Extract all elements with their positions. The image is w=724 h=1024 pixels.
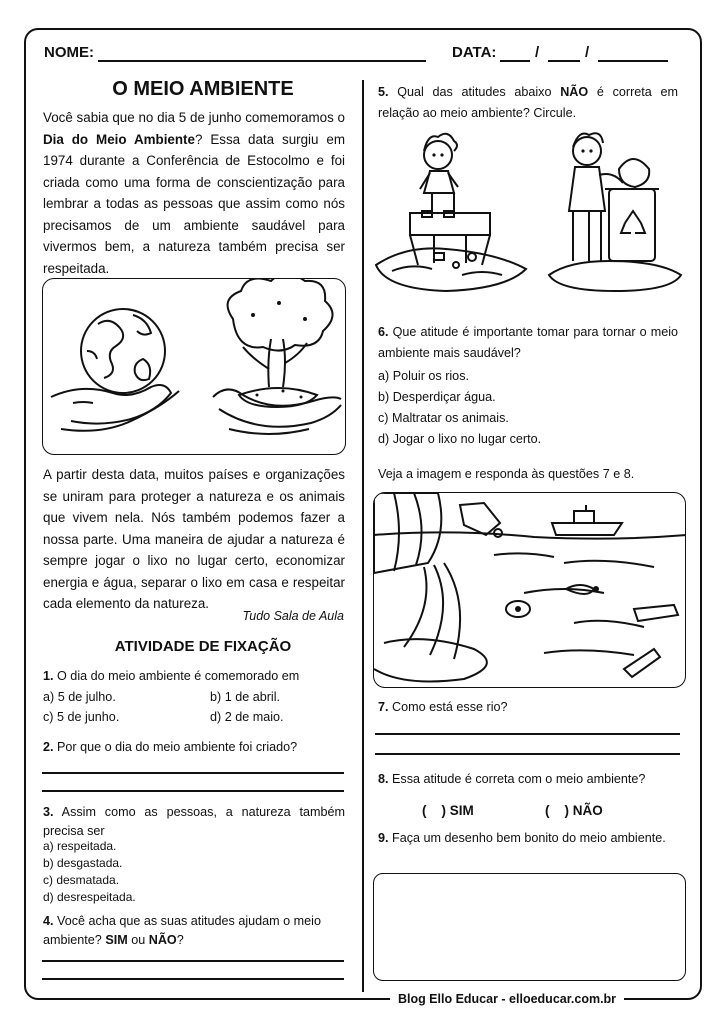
question-number: 9.	[378, 831, 389, 845]
question-number: 1.	[43, 669, 54, 683]
question-text: Qual das atitudes abaixo	[397, 85, 561, 99]
polluted-river-svg	[374, 493, 686, 688]
intro-text-cont: ? Essa data surgiu em 1974 durante a Conferência de Estocolmo e foi criada como uma forma de conscientização para lembrar a todas as pessoas que assim como nós precisamos de um ambiente saudável para vivermos bem, a natureza também precisa ser respeitada.	[43, 131, 345, 276]
q6-option-d[interactable]: d) Jogar o lixo no lugar certo.	[378, 432, 542, 446]
q8-option-sim[interactable]: ( ) SIM	[422, 803, 474, 818]
question-text: Como está esse rio?	[392, 700, 508, 714]
q2-answer-line[interactable]	[42, 772, 344, 774]
question-number: 3.	[43, 805, 54, 819]
footer	[0, 990, 724, 1008]
question-3	[43, 803, 345, 841]
column-divider	[362, 80, 364, 992]
question-text-cont: é correta em relação ao meio ambiente? Circule.	[378, 85, 678, 120]
question-8	[378, 770, 645, 789]
intro-paragraph	[43, 107, 345, 279]
q5-bold: NÃO	[560, 85, 589, 99]
second-paragraph: A partir desta data, muitos países e organizações se uniram para proteger a natureza e os animais que vivem nela. Nós também podemos fazer a nossa parte. Uma maneira de ajudar a natureza é sempre jogar o lixo no lugar certo, economizar energia e água, separar o lixo em casa e respeitar cada elemento da natureza.	[43, 467, 345, 611]
polluted-river-illustration	[373, 492, 686, 688]
question-text: Você acha que as suas atitudes ajudam o meio ambiente?	[43, 914, 321, 947]
q4-nao: NÃO	[148, 933, 177, 947]
question-number: 8.	[378, 772, 389, 786]
question-7	[378, 698, 508, 717]
source-credit: Tudo Sala de Aula	[242, 609, 344, 623]
q8-option-nao[interactable]: ( ) NÃO	[545, 803, 603, 818]
q4-answer-line[interactable]	[42, 978, 344, 980]
question-4	[43, 912, 345, 950]
question-2	[43, 738, 345, 757]
question-text: Que atitude é importante tomar para tornar o meio ambiente mais saudável?	[378, 325, 678, 360]
name-input-line[interactable]	[98, 60, 426, 62]
q6-option-c[interactable]: c) Maltratar os animais.	[378, 411, 509, 425]
q3-option-b[interactable]: b) desgastada.	[43, 856, 123, 870]
q7-answer-line[interactable]	[375, 733, 680, 735]
intro-bold-text: Dia do Meio Ambiente	[43, 131, 195, 147]
question-6	[378, 322, 678, 364]
q6-option-a[interactable]: a) Poluir os rios.	[378, 369, 469, 383]
question-text: Faça um desenho bem bonito do meio ambiente.	[392, 831, 666, 845]
q1-option-c[interactable]: c) 5 de junho.	[43, 710, 120, 724]
drawing-box[interactable]	[373, 873, 686, 981]
date-separator: /	[535, 44, 540, 61]
q4-end: ?	[176, 933, 184, 947]
hands-illustration-svg	[43, 279, 346, 455]
date-separator: /	[585, 44, 590, 61]
boy-littering-svg	[372, 125, 532, 295]
question-number: 7.	[378, 700, 389, 714]
q6-option-b[interactable]: b) Desperdiçar água.	[378, 390, 496, 404]
instruction-7-8: Veja a imagem e responda às questões 7 e 8.	[378, 467, 635, 481]
page-title: O MEIO AMBIENTE	[112, 78, 294, 100]
q3-option-c[interactable]: c) desmatada.	[43, 873, 120, 887]
question-text: Essa atitude é correta com o meio ambiente?	[392, 772, 646, 786]
q4-ou: ou	[127, 933, 149, 947]
question-9	[378, 829, 678, 848]
q4-answer-line[interactable]	[42, 960, 344, 962]
intro-text: Você sabia que no dia 5 de junho comemoramos o	[43, 110, 345, 125]
question-5	[378, 82, 678, 124]
q1-option-d[interactable]: d) 2 de maio.	[210, 710, 284, 724]
earth-tree-hands-illustration	[42, 278, 346, 455]
q2-answer-line[interactable]	[42, 790, 344, 792]
boy-recycling-svg	[545, 125, 685, 295]
footer-text: Blog Ello Educar - elloeducar.com.br	[390, 992, 624, 1006]
q7-answer-line[interactable]	[375, 753, 680, 755]
question-number: 6.	[378, 325, 389, 339]
boy-polluting-river-illustration[interactable]	[372, 125, 532, 295]
q4-sim: SIM	[105, 933, 128, 947]
date-year-line[interactable]	[598, 60, 668, 62]
question-1	[43, 667, 345, 686]
name-label: NOME:	[44, 44, 94, 61]
q1-option-a[interactable]: a) 5 de julho.	[43, 690, 116, 704]
question-number: 2.	[43, 740, 54, 754]
boy-recycling-illustration[interactable]	[545, 125, 685, 295]
question-text: Assim como as pessoas, a natureza também precisa ser	[43, 805, 345, 838]
q1-option-b[interactable]: b) 1 de abril.	[210, 690, 281, 704]
q3-option-a[interactable]: a) respeitada.	[43, 839, 117, 853]
activity-title: ATIVIDADE DE FIXAÇÃO	[114, 638, 292, 655]
q3-option-d[interactable]: d) desrespeitada.	[43, 890, 136, 904]
date-day-line[interactable]	[500, 60, 530, 62]
date-month-line[interactable]	[548, 60, 580, 62]
question-text: Por que o dia do meio ambiente foi criado?	[57, 740, 298, 754]
question-number: 5.	[378, 85, 389, 99]
question-number: 4.	[43, 914, 54, 928]
date-label: DATA:	[452, 44, 497, 61]
question-text: O dia do meio ambiente é comemorado em	[57, 669, 300, 683]
